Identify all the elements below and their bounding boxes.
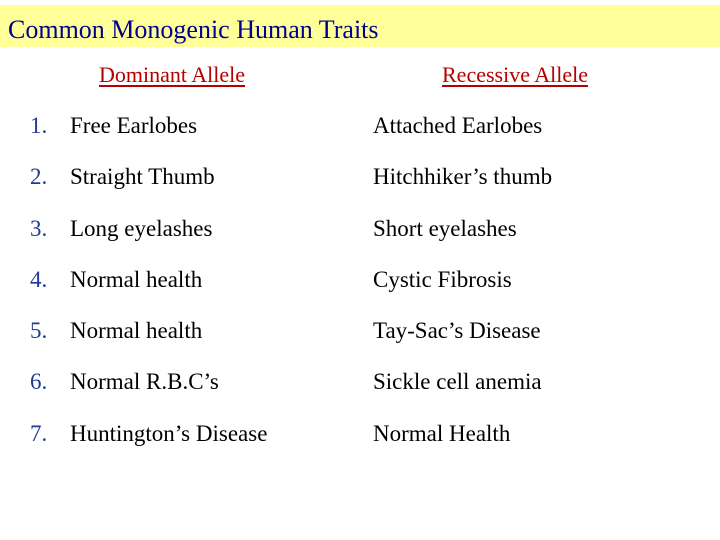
trait-row	[0, 265, 720, 316]
row-number: 5.	[30, 318, 48, 344]
row-number: 2.	[30, 164, 48, 190]
row-number: 3.	[30, 215, 48, 241]
dominant-trait: Straight Thumb	[70, 164, 215, 190]
trait-row	[0, 316, 720, 367]
recessive-trait: Tay-Sac’s Disease	[373, 318, 541, 344]
recessive-trait: Sickle cell anemia	[373, 369, 542, 395]
row-number: 6.	[30, 369, 48, 395]
recessive-trait: Cystic Fibrosis	[373, 266, 512, 292]
dominant-trait: Long eyelashes	[70, 215, 213, 241]
trait-row	[0, 162, 720, 213]
trait-row	[0, 111, 720, 162]
trait-row	[0, 367, 720, 418]
row-number: 7.	[30, 420, 48, 446]
dominant-trait: Huntington’s Disease	[70, 420, 268, 446]
dominant-trait: Normal R.B.C’s	[70, 369, 219, 395]
dominant-trait: Normal health	[70, 318, 203, 344]
recessive-trait: Hitchhiker’s thumb	[373, 164, 553, 190]
row-number: 4.	[30, 266, 48, 292]
traits-list	[0, 111, 720, 470]
recessive-allele-header: Recessive Allele	[442, 62, 589, 87]
trait-row	[0, 214, 720, 265]
recessive-trait: Short eyelashes	[373, 215, 517, 241]
title-bar	[0, 5, 720, 47]
recessive-trait: Normal Health	[373, 420, 511, 446]
row-number: 1.	[30, 113, 48, 138]
recessive-trait: Attached Earlobes	[373, 113, 543, 138]
dominant-allele-header: Dominant Allele	[99, 62, 246, 87]
dominant-trait: Normal health	[70, 266, 203, 292]
trait-row	[0, 419, 720, 470]
slide-title: Common Monogenic Human Traits	[8, 15, 379, 44]
dominant-trait: Free Earlobes	[70, 113, 198, 138]
